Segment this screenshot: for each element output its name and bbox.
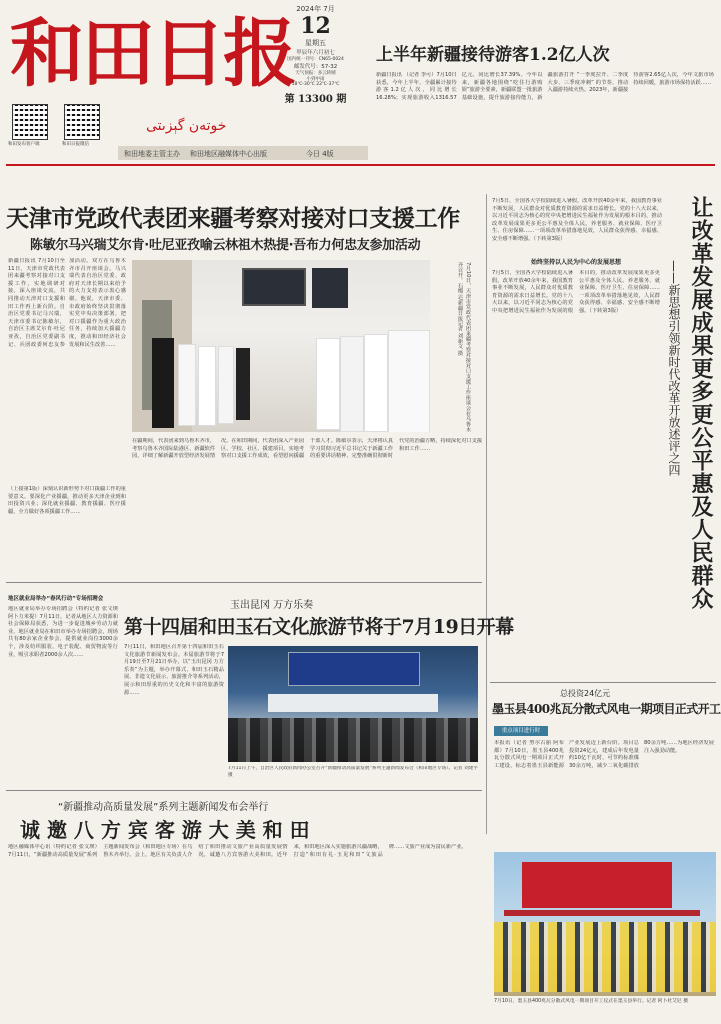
left-news-headline: 地区就业局举办“春风行动”专场招聘会 xyxy=(8,596,104,602)
qr-code-wechat xyxy=(64,104,100,140)
weather-1: 天气预报：多云转晴 xyxy=(295,71,336,76)
masthead-uyghur-title: خوتەن گېزىتى xyxy=(146,118,227,134)
person xyxy=(236,348,250,420)
lead-photo xyxy=(132,260,430,432)
ceremony-banner xyxy=(522,862,672,908)
person xyxy=(198,346,216,426)
sponsor-2: 和田地区融媒体中心出版 xyxy=(190,150,267,158)
postal-code: 邮发代号：57-32 xyxy=(293,64,338,70)
commentary-subhead: ——新思想引领新时代改革开放述评之四 xyxy=(667,260,681,476)
day-number: 12 xyxy=(300,13,331,39)
qr-label-wechat: 和田日报微信 xyxy=(62,142,89,147)
weather-2: 小到中雨 xyxy=(306,77,325,82)
wind-headline: 墨玉县400兆瓦分散式风电一期项目正式开工 xyxy=(492,702,721,716)
lead-headline: 天津市党政代表团来疆考察对接对口支援工作 xyxy=(6,205,461,232)
wind-photo-caption: 7月10日，墨玉县400兆瓦分散式风电一期项目开工仪式在墨玉县举行。记者 阿卜杜艾尼 摄 xyxy=(494,999,689,1004)
commentary-body: 7月5日，全国各大学校陆续进入暑假。改革开放40余年来，我国教育事业不断发展，人民群众对优质教育资源的需求日益增长。党的十八大以来，以习近平同志为核心的党中央把增进民生福祉作为发展的根本目的，推动改革发展成果更多更公平惠及全体人民。养老服务、就业保障、医疗卫生、住房保障……一项项改革举措落地见效，人民群众获得感、幸福感、安全感不断增强。（下转第3版） xyxy=(492,270,660,314)
person xyxy=(152,338,174,428)
issue-number: 第 13300 期 xyxy=(284,94,347,105)
date-block xyxy=(268,4,363,105)
display-screen-2 xyxy=(312,268,348,308)
year-month: 2024年 7月 xyxy=(296,5,335,13)
jade-body: 7月11日，和田地区召开第十四届和田玉石文化旅游节新闻发布会。本届旅游节将于7月19日至7月21日举办，以“玉出昆冈 万方乐奏”为主题，举办开幕式、和田玉石精品展、非遗文化展示、旅游推介等系列活动，展示和田厚重的历史文化和丰富的旅游资源…… xyxy=(124,644,224,696)
press-kicker: “新疆推动高质量发展”系列主题新闻发布会举行 xyxy=(58,802,269,813)
jade-kicker: 玉出昆冈 万方乐奏 xyxy=(230,600,314,611)
panel-table xyxy=(268,694,438,712)
top-story-body: 新疆日报讯 （记者 李可）7月10日获悉，今年上半年，全疆累计接待游客1.2亿人次，同比增长16.28%；实现旅游收入1316.57亿元，同比增长37.39%。今年以来，新疆各地围绕“吃住行游购娱”旅游全要素，新疆联盟一批旅游基础设施，提升旅游接待能力，新疆旅游打开 “一季度拉开、二季度大步、三季度冲刺” 的节奏，推动入疆游持续火热。2023年，新疆接待游客2.65亿人次，今年文旅市场持续回暖，旅游市场保持活跃…… xyxy=(376,72,714,101)
press-screen xyxy=(288,652,420,686)
press-headline: 诚 邀 八 方 宾 客 游 大 美 和 田 xyxy=(20,818,310,842)
cn-number: 国内统一刊号：CN65-0024 xyxy=(287,57,344,62)
masthead-title: 和田日报 xyxy=(10,11,294,97)
lead-subhead: 陈敏尔马兴瑞艾尔肯·吐尼亚孜喻云林祖木热提·吾布力何忠友参加活动 xyxy=(30,238,421,253)
lead-photo-caption: 7月10日，天津市党政代表团来疆考察对接对口支援工作座谈会在乌鲁木齐召开。石榴云/新疆日报记者 刘新文 摄 xyxy=(457,262,471,432)
section-rule xyxy=(6,582,482,583)
person xyxy=(218,346,234,424)
commentary-section-head: 始终坚持以人民为中心的发展思想 xyxy=(530,259,621,266)
jade-photo-caption: 7月11日上午，自治区人民政府新闻办公室召开“新疆推动高质量发展”系列主题新闻发布会（和田地区专场）。记者 刘建平 摄 xyxy=(228,766,478,778)
jade-headline: 第十四届和田玉石文化旅游节将于7月19日开幕 xyxy=(124,616,514,638)
qr-label-app: 和田发布客户端 xyxy=(8,142,40,147)
column-divider xyxy=(486,194,487,834)
workers-crowd xyxy=(494,922,716,992)
jade-press-photo xyxy=(228,646,478,762)
commentary-headline: 让改革发展成果更多更公平惠及人民群众 xyxy=(688,196,714,610)
person xyxy=(340,336,364,432)
weekday: 星期五 xyxy=(305,39,326,47)
person xyxy=(364,334,388,432)
audience xyxy=(228,718,478,762)
left-news-body: 地区就业局举办专场招聘会（特约记者 张文瑛 阿卜力米提）7月11日，记者从地区人力资源和社会保障局获悉，为进一步促进城乡劳动力就业，地区就业局在和田市举办专场招聘会，现场共有80余家企业参会，提供就业岗位3000余个，涉及纺织服装、电子装配、商贸物流等行业，吸引求职者2000余人次…… xyxy=(8,606,118,658)
press-body: 地区融媒体中心讯（特约记者 张文瑛）7月11日，“新疆推动高质量发展”系列主题新闻发布会（和田地区专场）在乌鲁木齐举行。会上，地区有关负责人介绍了和田推动文旅产业高质量发展情况，诚邀八方宾客游大美和田。近年来，和田地区深入实施旅游兴疆战略，打造“和田有礼·玉见和田”文旅品牌……文旅产业成为富民新产业。 xyxy=(8,844,467,858)
top-story-headline: 上半年新疆接待游客1.2亿人次 xyxy=(376,45,610,65)
wind-body: 本报讯（记者 努尔古丽 阿布都）7月10日，墨玉县400兆瓦分散式风电一期项目正式开工建设，标志着墨玉县新能源产业发展迈上新台阶。项目总投资24亿元，建成后年发电量约10亿千瓦时，可节约标准煤30余万吨，减少二氧化碳排放80余万吨……为地区经济发展注入强劲动能。 xyxy=(494,740,714,769)
display-screen xyxy=(242,268,306,306)
wind-kicker: 总投资24亿元 xyxy=(560,689,611,698)
weather-temp: 18℃-30℃ 22℃-37℃ xyxy=(291,82,340,87)
person xyxy=(316,338,340,430)
lead-body-col2: 在疆期间，代表团来到乌鲁木齐市，考察乌鲁木齐国际陆港区、新疆软件园，详细了解新疆开放型经济发展情况。在和田期间，代表团深入产业园区、学校、社区、援建项目，实地考察对口支援工作成效，看望慰问援疆干部人才。陈敏尔表示，天津将认真学习贯彻习近平总书记关于新疆工作的重要讲话精神，完整准确贯彻新时代党的治疆方略，持续深化对口支援和田工作…… xyxy=(132,438,482,460)
lunar-date: 甲辰年六月初七 xyxy=(296,50,335,56)
person xyxy=(388,330,430,432)
person xyxy=(178,344,196,426)
section-tag: 重点项目进行时 xyxy=(494,726,548,736)
wind-photo xyxy=(494,852,716,996)
qr-code-app xyxy=(12,104,48,140)
lead-body-col1: 新疆日报讯 7月10日至11日，天津市党政代表团来疆考察对接对口支援工作，实地调研对接，深入座谈交流，共同推动天津对口支援和田工作再上新台阶。自治区党委书记马兴瑞，天津市委书记陈敏尔，自治区主席艾尔肯·吐尼亚孜，自治区党委副书记、兵团政委何忠友参加活动。双方在乌鲁木齐市召开座谈会。马兴瑞代表自治区党委、政府对天津长期以来给予的大力支持表示衷心感谢。他说，天津市委、市政府始终坚决贯彻落实党中央决策部署，把对口援疆作为重大政治任务，持续加大援疆力度，推动和田经济社会发展和民生改善…… xyxy=(8,258,126,348)
sponsor-1: 和田地委主管主办 xyxy=(124,150,180,158)
page-count: 今日 4版 xyxy=(306,150,334,158)
banner-base xyxy=(504,910,700,916)
section-rule xyxy=(6,790,482,791)
section-rule xyxy=(490,682,716,683)
masthead-rule xyxy=(6,164,715,166)
lead-body-col3: （上接第1版）深刻认识新形势下对口援疆工作的重要意义。要深化产业援疆，推动更多天津企业到和田投资兴业；深化就业援疆、教育援疆、医疗援疆，全力做好各项援疆工作…… xyxy=(8,486,126,515)
commentary-intro: 7月5日，全国各大学校陆续进入暑假。改革开放40余年来，我国教育事业不断发展，人民群众对优质教育资源的需求日益增长。党的十八大以来，以习近平同志为核心的党中央把增进民生福祉作为发展的根本目的，推动改革发展成果更多更公平惠及全体人民。养老服务、就业保障、医疗卫生、住房保障……一项项改革举措落地见效，人民群众获得感、幸福感、安全感不断增强。（下转第3版） xyxy=(492,198,662,242)
